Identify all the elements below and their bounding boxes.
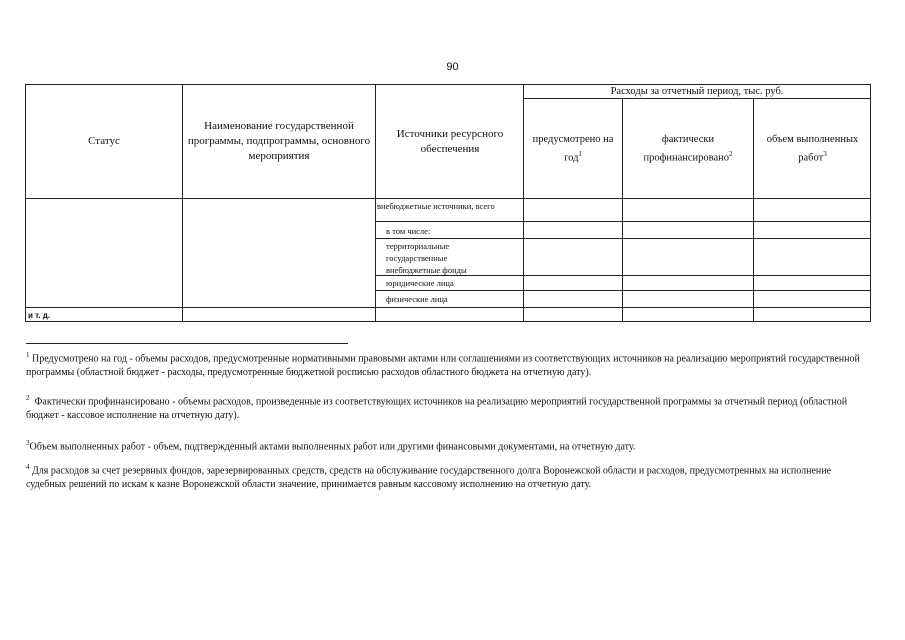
footnote-text: Фактически профинансировано - объемы расходов, произведенные из соответствующих источников на реализацию мероприятий государственной программы за отчетный период (областной бюджет - кассовое исполнение на отчетную дату). (26, 396, 848, 422)
header-works-text (755, 132, 870, 166)
footnote-separator (26, 343, 348, 344)
source-row-including: в том числе: (386, 226, 431, 236)
header-financed-label: фактически профинансировано (643, 133, 730, 164)
footnote-mark: 1 (26, 351, 30, 359)
column-divider (753, 98, 754, 322)
header-planned (524, 99, 622, 198)
row-divider (375, 238, 871, 239)
footnote-mark: 4 (26, 463, 30, 471)
footnote-1 (26, 348, 871, 380)
header-expenses-group-text: Расходы за отчетный период, тыс. руб. (610, 85, 784, 97)
page-number: 90 (446, 61, 459, 73)
source-row-territorial-funds: территориальные государственные внебюджетные фонды (386, 241, 467, 275)
source-row-offbudget-total: внебюджетные источники, всего (377, 201, 495, 211)
header-planned-label: предусмотрено на год (532, 133, 614, 164)
header-name (187, 85, 371, 198)
footnote-3 (26, 436, 871, 454)
row-divider (375, 221, 871, 222)
footnote-4 (26, 460, 871, 492)
column-divider (182, 84, 183, 322)
header-works-label: объем выполненных работ (766, 133, 859, 164)
header-bottom-line (25, 198, 871, 199)
source-row-individuals: физические лица (386, 294, 448, 304)
column-divider (375, 84, 376, 322)
header-status (26, 85, 182, 198)
source-row-legal-entities: юридические лица (386, 278, 454, 288)
table-border-bottom (25, 321, 871, 322)
table-border-right (870, 84, 871, 322)
header-financed (626, 99, 750, 198)
column-divider (622, 98, 623, 322)
header-sources-text: Источники ресурсного обеспечения (396, 127, 504, 155)
footnote-ref-3: 3 (823, 149, 827, 158)
expenses-table (25, 84, 871, 322)
footnote-text: Для расходов за счет резервных фондов, зарезервированных средств, средств на обслуживание государственного долга Воронежской области и расходов, предусмотренных на исполнение судебных решений по искам к казне Воронежской области значение, принимается равным кассовому исполнению на отчетную дату. (26, 465, 832, 491)
footnote-ref-2: 2 (729, 149, 733, 158)
header-works (755, 99, 870, 198)
header-planned-text (524, 132, 622, 166)
last-row-etc: и т. д. (28, 311, 51, 320)
footnote-mark: 2 (26, 394, 30, 402)
header-status-text: Статус (88, 135, 120, 147)
footnote-text: Объем выполненных работ - объем, подтвержденный актами выполненных работ или другими финансовыми документами, на отчетную дату. (29, 441, 636, 453)
footnote-ref-1: 1 (578, 149, 582, 158)
footnote-text: Предусмотрено на год - объемы расходов, предусмотренные нормативными правовыми актами или соглашениями из соответствующих источников на реализацию мероприятий государственной программы (областной бюджет - расходы, предусмотренные бюджетной росписью расходов областного бюджета на отчетную дату). (26, 353, 860, 379)
footnote-2 (26, 391, 871, 423)
row-divider (375, 290, 871, 291)
header-sources (381, 85, 519, 198)
row-divider (25, 307, 871, 308)
header-financed-text (626, 132, 750, 166)
footnote-mark: 3 (26, 439, 30, 447)
header-expenses-group (524, 84, 870, 98)
header-name-text: Наименование государственной программы, подпрограммы, основного мероприятия (187, 120, 371, 162)
